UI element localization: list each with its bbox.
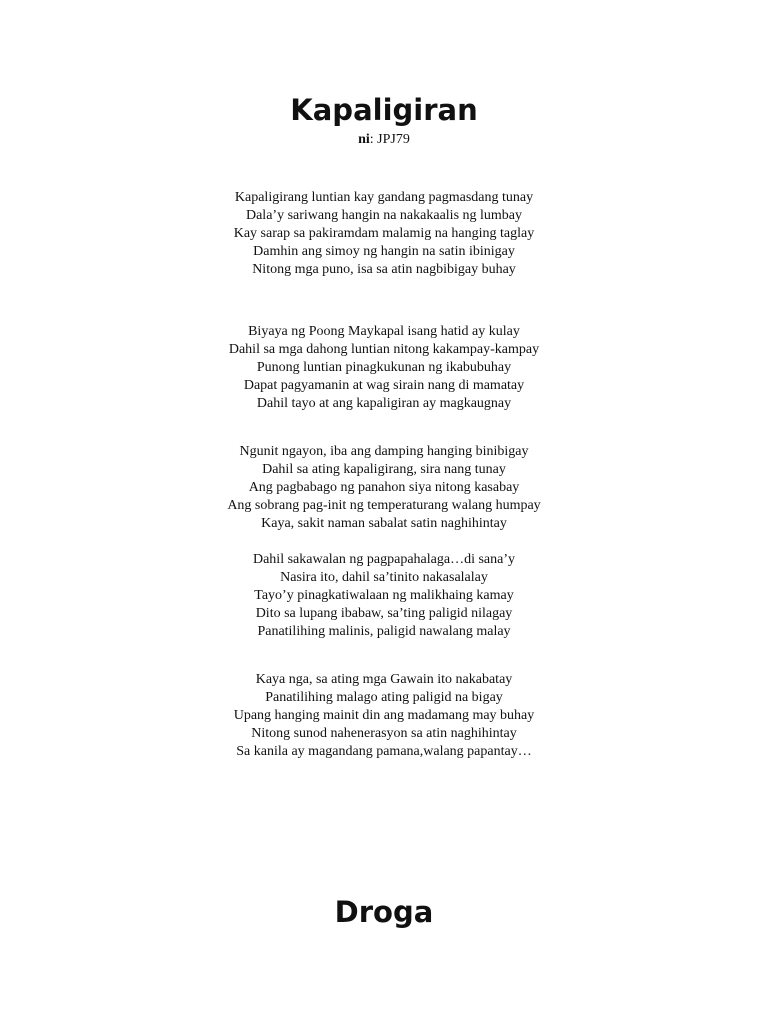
poem-line: Nitong sunod nahenerasyon sa atin naghihintay [251, 726, 517, 741]
poem-line: Punong luntian pinagkukunan ng ikabubuhay [256, 360, 512, 375]
poem-line: Ang pagbabago ng panahon siya nitong kasabay [248, 480, 520, 495]
poem-line: Dito sa lupang ibabaw, sa’ting paligid nilagay [255, 606, 513, 621]
stanza-5 [0, 671, 768, 761]
poem-line: Ang sobrang pag-init ng temperaturang walang humpay [227, 498, 541, 513]
poem-line: Nitong mga puno, isa sa atin nagbibigay buhay [252, 262, 516, 277]
poem-title: Kapaligiran [290, 93, 478, 127]
stanza-3 [0, 443, 768, 533]
poem-line: Panatilihing malago ating paligid na bigay [265, 690, 503, 705]
poem-line: Nasira ito, dahil sa’tinito nakasalalay [280, 570, 488, 585]
next-poem-title: Droga [334, 895, 434, 929]
poem-line: Kaya, sakit naman sabalat satin naghihintay [261, 516, 507, 531]
stanza-4 [0, 551, 768, 641]
byline-author: : JPJ79 [369, 132, 410, 147]
poem-line: Kay sarap sa pakiramdam malamig na hanging taglay [233, 226, 535, 241]
poem-line: Dala’y sariwang hangin na nakakaalis ng lumbay [245, 208, 523, 223]
poem-line: Kapaligirang luntian kay gandang pagmasdang tunay [234, 190, 534, 205]
poem-line: Tayo’y pinagkatiwalaan ng malikhaing kamay [254, 588, 514, 603]
byline-label: ni [358, 132, 370, 147]
poem-line: Upang hanging mainit din ang madamang may buhay [233, 708, 535, 723]
poem-line: Biyaya ng Poong Maykapal isang hatid ay kulay [248, 324, 520, 339]
stanza-2 [0, 323, 768, 413]
stanza-1 [0, 189, 768, 279]
poem-line: Sa kanila ay magandang pamana,walang papantay… [236, 744, 532, 759]
poem-line: Panatilihing malinis, paligid nawalang malay [257, 624, 511, 639]
poem-line: Dahil sa mga dahong luntian nitong kakampay-kampay [228, 342, 540, 357]
poem-line: Kaya nga, sa ating mga Gawain ito nakabatay [255, 672, 513, 687]
poem-line: Dahil sakawalan ng pagpapahalaga…di sana’y [252, 552, 515, 567]
poem-line: Dapat pagyamanin at wag sirain nang di mamatay [243, 378, 525, 393]
poem-line: Ngunit ngayon, iba ang damping hanging binibigay [239, 444, 529, 459]
poem-line: Dahil sa ating kapaligirang, sira nang tunay [262, 462, 506, 477]
poem-byline [0, 131, 768, 149]
poem-line: Damhin ang simoy ng hangin na satin ibinigay [253, 244, 515, 259]
poem-line: Dahil tayo at ang kapaligiran ay magkaugnay [256, 396, 512, 411]
